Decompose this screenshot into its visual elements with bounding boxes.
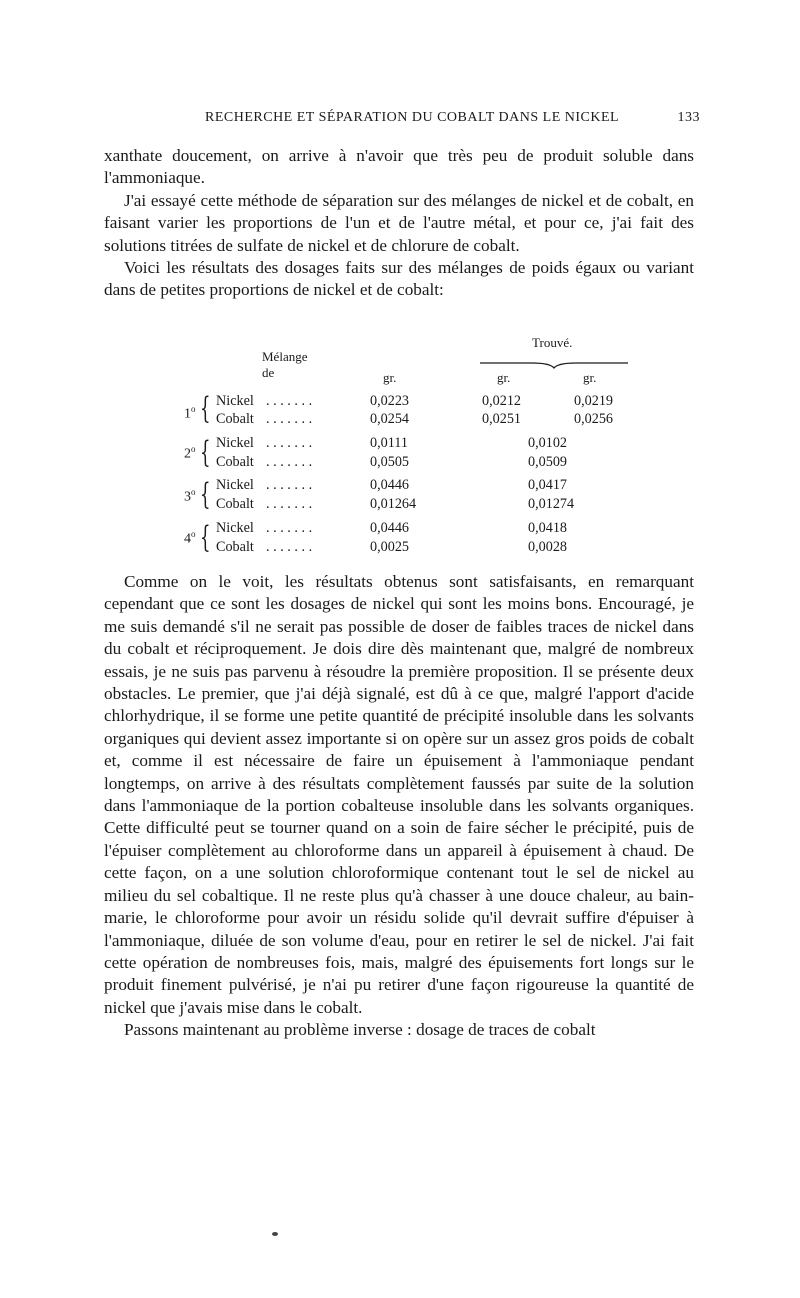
paragraph: xanthate doucement, on arrive à n'avoir que très peu de produit soluble dans l'ammoniaque. [104,146,694,188]
brace-icon: { [200,520,211,555]
group-number: 4$^o$ [184,529,196,547]
header-trouve: Trouvé. [532,335,573,350]
paragraph: J'ai essayé cette méthode de séparation sur des mélanges de nickel et de cobalt, en faisant varier les proportions de l'un et de l'autre métal, et pour ce, j'ai fait des solutions titrées de sulfate de nickel et de chlorure de cobalt. [104,190,694,255]
brace-icon: { [200,391,211,426]
brace-icon: { [200,477,211,512]
paragraph: Voici les résultats des dosages faits sur des mélanges de poids égaux ou variant dans de petites proportions de nickel et de cobalt: [104,258,694,300]
book-page: RECHERCHE ET SÉPARATION DU COBALT DANS LE NICKEL 133 xanthate doucement, on arrive à n'avoir que très peu de produit soluble dans l'ammoniaque. J'ai essayé cette méthode de séparation sur des mélanges de nickel et de cobalt, en faisant varier les proportions de l'un et de l'autre métal, et pour ce, j'ai fait des solutions titrées de sulfate de nickel et de chlorure de cobalt. Voici les résultats des dosages faits sur des mélanges de poids égaux ou variant dans de petites proportions de nickel et de cobalt: Mélange de Trouvé. gr. gr. gr. 1$^o$ { Nickel . . . . . . . 0,0223 0,0212 0,0219 Cobalt . . . . . . . 0,0254 0,0251 0,0256 2$^o$ { Nickel . . . . . . . 0,0111 0,0102 Cobalt . . . . . . . 0,0505 0,0509 3$^o$ { Nickel . . . . . . . 0,0446 0,0417 Cobalt . . . . . . . 0,01264 0,01274 4$^o$ { Nickel . . . . . . . 0,0446 0,0418 Cobalt . . . . . . . 0,0025 0,0028 Comme on le voit, les résultats obtenus sont satisfaisants, en remarquant cependant que ce sont les dosages de nickel qui sont les moins bons. Encouragé, je me suis demandé s'il ne serait pas possible de doser de faibles traces de nickel dans du cobalt et réciproquement. Je dois dire dès maintenant que, malgré de nombreux essais, je ne suis pas parvenu à résoudre la première proposition. Il se présente deux obstacles. Le premier, que j'ai déjà signalé, est dû à ce que, malgré l'apport d'acide chlorhydrique, il se forme une petite quantité de précipité insoluble dans les solvants organiques qui devient assez importante si on opère sur un assez gros poids de cobalt et, comme il est nécessaire de faire un épuisement à l'ammoniaque pendant longtemps, on arrive à des résultats complètement faussés par suite de la solution dans l'ammoniaque de la portion cobalteuse insoluble dans les solvants organiques. Cette difficulté peut se tourner quand on a soin de faire sécher le précipité, puis de l'épuiser complètement au chloroforme dans un appareil à épuisement à chaud. De cette façon, on a une solution chloroformique contenant tout le sel de nickel au milieu du sel cobaltique. Il ne reste plus qu'à chasser à une douce chaleur, au bain-marie, le chloroforme pour avoir un résidu solide qu'il devrait suffire d'épuiser à l'ammoniaque, diluée de son volume d'eau, pour en retirer le sel de nickel. J'ai fait cette opération de nombreuses fois, mais, malgré des épuisements fort longs sur le produit finement pulvérisé, je n'ai pu retirer d'une façon rigoureuse la quantité de nickel que j'avais mise dans le cobalt. Passons maintenant au problème inverse : dosage de traces de cobalt [0,0,800,1298]
group-number: 3$^o$ [184,487,196,505]
header-melange: Mélange de [262,349,308,380]
group-number: 1$^o$ [184,404,196,422]
page-number: 133 [677,110,700,125]
running-head-title: RECHERCHE ET SÉPARATION DU COBALT DANS LE NICKEL [205,110,620,125]
brace-icon: { [200,435,211,470]
text-block-bottom [104,571,694,1042]
ink-speck [272,1232,278,1236]
paragraph: Passons maintenant au problème inverse : dosage de traces de cobalt [124,1020,596,1040]
unit-melange: gr. [383,370,397,385]
group-number: 2$^o$ [184,444,196,462]
text-block-top [104,145,694,302]
trouve-brace [480,359,628,369]
unit-trouve-1: gr. [497,370,511,385]
paragraph: Comme on le voit, les résultats obtenus sont satisfaisants, en remarquant cependant que ce sont les dosages de nickel qui sont les moins bons. Encouragé, je me suis demandé s'il ne serait pas possible de doser de faibles traces de nickel dans du cobalt et réciproquement. Je dois dire dès maintenant que, malgré de nombreux essais, je ne suis pas parvenu à résoudre la première proposition. Il se présente deux obstacles. Le premier, que j'ai déjà signalé, est dû à ce que, malgré l'apport d'acide chlorhydrique, il se forme une petite quantité de précipité insoluble dans les solvants organiques qui devient assez importante si on opère sur un assez gros poids de cobalt et, comme il est nécessaire de faire un épuisement à l'ammoniaque pendant longtemps, on arrive à des résultats complètement faussés par suite de la solution dans l'ammoniaque de la portion cobalteuse insoluble dans les solvants organiques. Cette difficulté peut se tourner quand on a soin de faire sécher le précipité, puis de l'épuiser complètement au chloroforme dans un appareil à épuisement à chaud. De cette façon, on a une solution chloroformique contenant tout le sel de nickel au milieu du sel cobaltique. Il ne reste plus qu'à chasser à une douce chaleur, au bain-marie, le chloroforme pour avoir un résidu solide qu'il devrait suffire d'épuiser à l'ammoniaque, diluée de son volume d'eau, pour en retirer le sel de nickel. J'ai fait cette opération de nombreuses fois, mais, malgré des épuisements fort longs sur le produit finement pulvérisé, je n'ai pu retirer d'une façon rigoureuse la quantité de nickel que j'avais mise dans le cobalt. [104,572,694,1017]
unit-trouve-2: gr. [583,370,597,385]
